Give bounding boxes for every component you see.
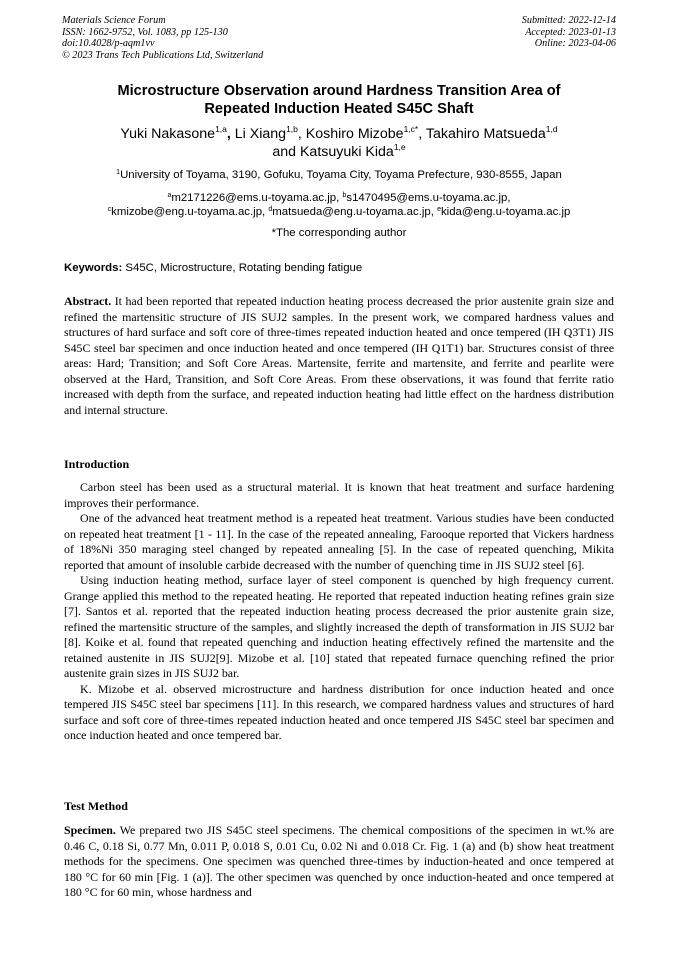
affiliation: $^1$University of Toyama, 3190, Gofuku, Toyama City, Toyama Prefecture, 930-8555, Japan: [116, 169, 562, 181]
paragraph: Using induction heating method, surface layer of steel component is quenched by high frequency current. Grange applied this method to the repeated heating. He reported that repeated induction heating refines grain size [7]. Santos et al. reported that the repeated induction heating process decreased the prior austenite grain size, refined the martensitic structure of the samples, and slightly increased the depth of transformation in JIS SUJ2 bar [8]. Koike et al. found that repeated quenching and induction heating effectively refined the martensite and the retained austenite in JIS SUJ2[9]. Mizobe et al. [10] stated that repeated furnace quenching refined the prior austenite grain sizes in JIS SUJ2 bar.: [64, 573, 614, 680]
introduction-body: [64, 480, 614, 744]
abstract-label: Abstract.: [64, 294, 112, 308]
abstract-text: It had been reported that repeated induction heating process decreased the prior austenite grain size and refined the martensitic structure of JIS SUJ2 samples. In the present work, we compared hardness values and structures of hard surface and soft core of three-times repeated induction heated and once tempered (IH Q3T1) JIS S45C steel bar specimen and once induction heated and once tempered (IH Q1T1) bar. Structures consist of three areas: Hard; Transition; and Soft Core Areas. Martensite, ferrite and martensite, and ferrite and pearlite were observed at the Hard, Transition, and Soft Core Areas. From these observations, it was found that ferrite ratio increased with depth from the surface, and repeated induction heating had little effect on the hardness distribution and internal structure.: [64, 294, 614, 417]
accepted-date: Accepted: 2023-01-13: [525, 26, 616, 38]
section-heading-test-method: Test Method: [64, 799, 128, 813]
author-sup: 1,c*: [403, 124, 419, 134]
title-line-1: Microstructure Observation around Hardness Transition Area of: [117, 83, 561, 99]
paragraph: Carbon steel has been used as a structural material. It is known that heat treatment and surface hardening improves their performance.: [64, 480, 614, 510]
author-sup: 1,b: [286, 124, 298, 134]
email-line-1: $^a$m2171226@ems.u-toyama.ac.jp, $^b$s1470495@ems.u-toyama.ac.jp,: [167, 192, 511, 204]
abstract: [64, 294, 614, 418]
journal-meta: [62, 15, 263, 61]
publication-dates: [522, 15, 616, 50]
author-name: Koshiro Mizobe: [305, 126, 404, 142]
online-date: Online: 2023-04-06: [534, 38, 616, 50]
author-name: Yuki Nakasone: [120, 126, 216, 142]
keywords: [64, 262, 362, 274]
journal-name: Materials Science Forum: [62, 15, 166, 26]
keywords-text: S45C, Microstructure, Rotating bending fatigue: [122, 262, 363, 274]
author-line-1: Yuki Nakasone$^{1,a}$, Li Xiang$^{1,b}$, Koshiro Mizobe$^{1,c*}$, Takahiro Matsueda$^{1,d}$: [120, 124, 558, 142]
email-link[interactable]: kida@eng.u-toyama.ac.jp: [440, 206, 571, 218]
journal-copyright: © 2023 Trans Tech Publications Ltd, Switzerland: [62, 49, 264, 61]
keywords-label: Keywords:: [64, 262, 123, 274]
email-line-2: $^c$kmizobe@eng.u-toyama.ac.jp, $^d$matsueda@eng.u-toyama.ac.jp, $^e$kida@eng.u-toyama.ac.jp: [107, 206, 571, 218]
paper-title: [64, 82, 614, 118]
corresponding-note: *The corresponding author: [271, 227, 407, 239]
specimen-text: We prepared two JIS S45C steel specimens. The chemical compositions of the specimen in wt.% are 0.46 C, 0.18 Si, 0.77 Mn, 0.011 P, 0.018 S, 0.01 Cu, 0.02 Ni and 0.018 Cr. Fig. 1 (a) and (b) show heat treatment methods for the specimens. One specimen was quenched three-times by induction-heated and once tempered at 180 °C for 60 min [Fig. 1 (a)]. The other specimen was quenched by once induction-heated and once tempered at 180 °C for 60 min, whose hardness and: [64, 823, 614, 899]
author-list: [64, 125, 614, 161]
submitted-date: Submitted: 2022-12-14: [521, 15, 616, 26]
paragraph: One of the advanced heat treatment method is a repeated heat treatment. Various studies have been conducted on repeated heat treatment [1 - 11]. In the case of the repeated annealing, Farooque reported that Vickers hardness of 18%Ni 350 maraging steel changed by repeated annealing [5]. In the case of repeated quenching, Mikita reported that amount of insoluble carbide decreased with the number of quenching time in JIS SUJ2 steel [6].: [64, 511, 614, 572]
author-name: Li Xiang: [234, 126, 287, 142]
email-link[interactable]: s1470495@ems.u-toyama.ac.jp,: [346, 192, 511, 204]
journal-issn: ISSN: 1662-9752, Vol. 1083, pp 125-130: [62, 26, 228, 38]
paragraph: K. Mizobe et al. observed microstructure and hardness distribution for once induction heated and once tempered JIS S45C steel bar specimens [11]. In this research, we compared hardness values and structures of hard surface and soft core of three-times repeated induction heated and once tempered JIS S45C steel bar specimen and once induction heated and once tempered bar.: [64, 681, 614, 742]
author-name: Katsuyuki Kida: [299, 144, 394, 160]
author-name: Takahiro Matsueda: [425, 126, 546, 142]
author-sup: 1,a: [215, 124, 227, 134]
email-link[interactable]: m2171226@ems.u-toyama.ac.jp,: [171, 192, 343, 204]
author-sup: 1,e: [393, 142, 406, 152]
email-link[interactable]: kmizobe@eng.u-toyama.ac.jp,: [111, 206, 269, 218]
email-link[interactable]: matsueda@eng.u-toyama.ac.jp,: [272, 206, 438, 218]
author-line-2: and Katsuyuki Kida$^{1,e}$: [272, 142, 406, 160]
journal-doi[interactable]: doi:10.4028/p-aqm1vv: [62, 38, 155, 50]
test-method-body: [64, 823, 614, 901]
title-line-2: Repeated Induction Heated S45C Shaft: [204, 101, 474, 117]
specimen-label: Specimen.: [64, 823, 116, 837]
section-heading-introduction: Introduction: [64, 457, 130, 471]
author-sup: 1,d: [545, 124, 558, 134]
